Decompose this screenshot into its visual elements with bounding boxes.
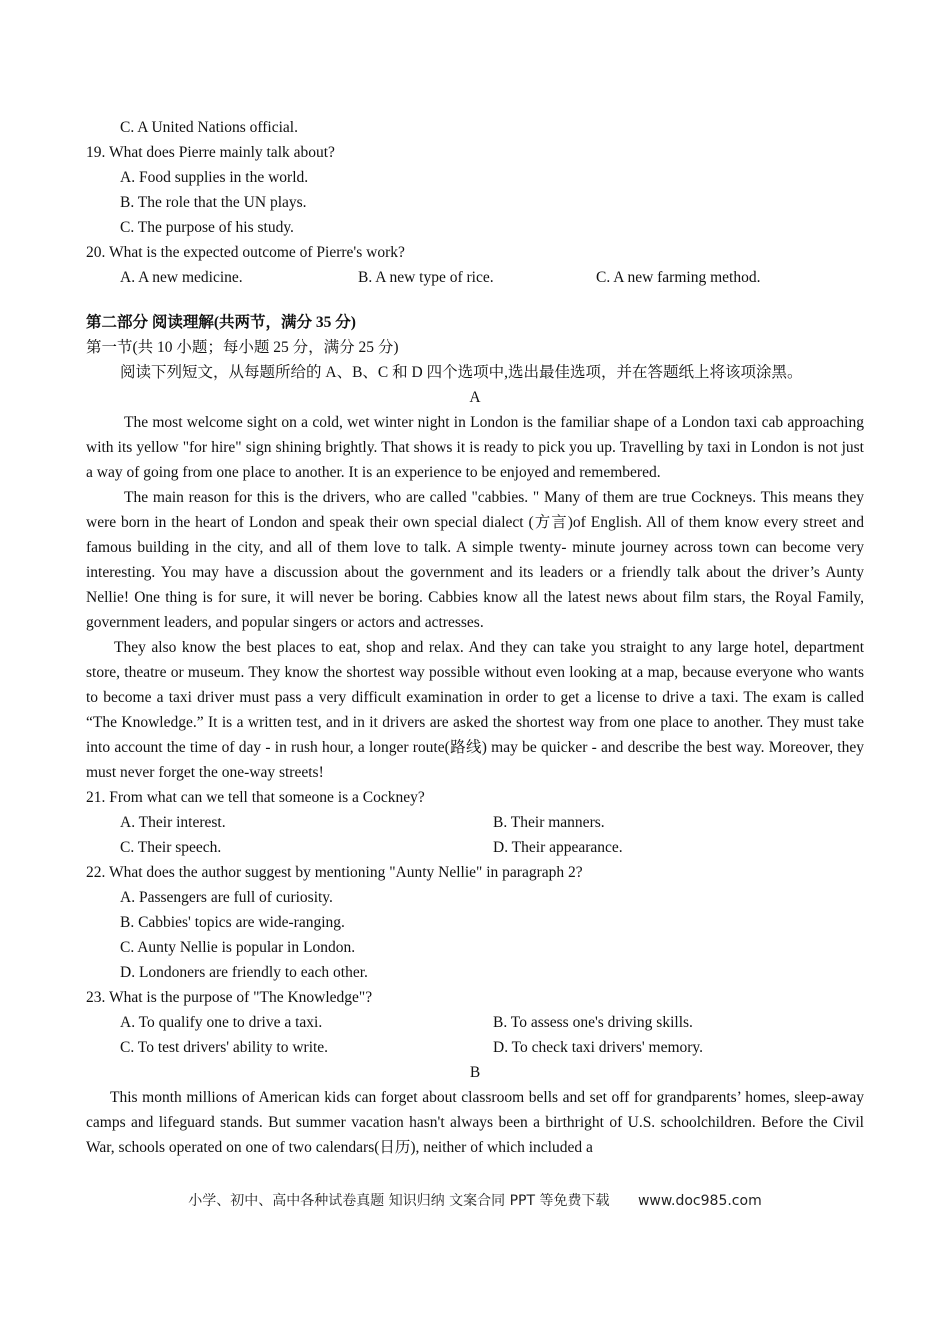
q23-option-d: D. To check taxi drivers' memory.	[493, 1039, 704, 1056]
passage-a-label: A	[469, 389, 481, 406]
passage-a-paragraph-1: The most welcome sight on a cold, wet winter night in London is the familiar shape of a London taxi cab approaching with its yellow "for hire" sign shining brightly. That shows it is ready to pick you up. Travelling by taxi in London is not just a way of going from one place to another. It is an experience to be enjoyed and remembered.	[86, 414, 864, 481]
q20-option-a: A. A new medicine.	[120, 269, 243, 286]
q22-option-c: C. Aunty Nellie is popular in London.	[120, 939, 356, 956]
q23-options-row-1	[86, 1010, 864, 1035]
q21-option-d: D. Their appearance.	[493, 839, 623, 856]
part2-title: 第二部分 阅读理解(共两节，满分 35 分)	[86, 314, 356, 331]
q21-options-row-1	[86, 810, 864, 835]
q21-stem: 21. From what can we tell that someone is a Cockney?	[86, 789, 425, 806]
q20-options	[86, 265, 864, 290]
q19-stem: 19. What does Pierre mainly talk about?	[86, 144, 335, 161]
q21-options-row-2	[86, 835, 864, 860]
q18-option-c: C. A United Nations official.	[120, 119, 298, 136]
q21-option-c: C. Their speech.	[120, 839, 222, 856]
page-footer	[0, 1190, 950, 1210]
q19-option-c: C. The purpose of his study.	[120, 219, 294, 236]
q22-option-b: B. Cabbies' topics are wide-ranging.	[120, 914, 345, 931]
passage-a-paragraph-2: The main reason for this is the drivers, who are called "cabbies. " Many of them are true Cockneys. This means they were born in the heart of London and speak their own special dialect (方言)of English. All of them know every street and famous building in the city, and all of them love to talk. A simple twenty- minute journey across town can become very interesting. You may have a discussion about the government and its leaders or a friendly talk about the driver’s Aunty Nellie! One thing is for sure, it will never be boring. Cabbies know all the latest news about film stars, the Royal Family, government leaders, and popular singers or actors and actresses.	[86, 489, 864, 631]
q22-stem: 22. What does the author suggest by mentioning "Aunty Nellie" in paragraph 2?	[86, 864, 583, 881]
q23-option-a: A. To qualify one to drive a taxi.	[120, 1014, 323, 1031]
part2-section1: 第一节(共 10 小题；每小题 25 分，满分 25 分)	[86, 339, 399, 356]
passage-b-paragraph-1: This month millions of American kids can forget about classroom bells and set off for grandparents’ homes, sleep-away camps and lifeguard stands. But summer vacation hasn't always been a birthright of U.S. schoolchildren. Before the Civil War, schools operated on one of two calendars(日历), neither of which included a	[86, 1089, 864, 1156]
q19-option-b: B. The role that the UN plays.	[120, 194, 307, 211]
q19-option-a: A. Food supplies in the world.	[120, 169, 309, 186]
q23-options-row-2	[86, 1035, 864, 1060]
q21-option-b: B. Their manners.	[493, 814, 605, 831]
q23-option-c: C. To test drivers' ability to write.	[120, 1039, 329, 1056]
q20-option-c: C. A new farming method.	[596, 269, 761, 286]
q20-stem: 20. What is the expected outcome of Pierre's work?	[86, 244, 405, 261]
q21-option-a: A. Their interest.	[120, 814, 226, 831]
footer-text: 小学、初中、高中各种试卷真题 知识归纳 文案合同 PPT 等免费下载	[188, 1193, 610, 1209]
q23-stem: 23. What is the purpose of "The Knowledge"?	[86, 989, 373, 1006]
passage-a-paragraph-3: They also know the best places to eat, shop and relax. And they can take you straight to any large hotel, department store, theatre or museum. They know the shortest way possible without even looking at a map, because everyone who wants to become a taxi driver must pass a very difficult examination in order to get a license to drive a taxi. The exam is called “The Knowledge.” It is a written test, and in it drivers are asked the shortest way from one place to another. They must take into account the time of day - in rush hour, a longer route(路线) may be quicker - and describe the best way. Moreover, they must never forget the one-way streets!	[86, 639, 864, 781]
q22-option-d: D. Londoners are friendly to each other.	[120, 964, 368, 981]
passage-b-label: B	[469, 1064, 481, 1081]
footer-site: www.doc985.com	[637, 1193, 762, 1209]
document-page	[86, 115, 864, 1160]
q23-option-b: B. To assess one's driving skills.	[493, 1014, 693, 1031]
q20-option-b: B. A new type of rice.	[358, 269, 494, 286]
q22-option-a: A. Passengers are full of curiosity.	[120, 889, 333, 906]
part2-instruction: 阅读下列短文，从每题所给的 A、B、C 和 D 四个选项中,选出最佳选项，并在答题纸上将该项涂黑。	[120, 364, 803, 381]
